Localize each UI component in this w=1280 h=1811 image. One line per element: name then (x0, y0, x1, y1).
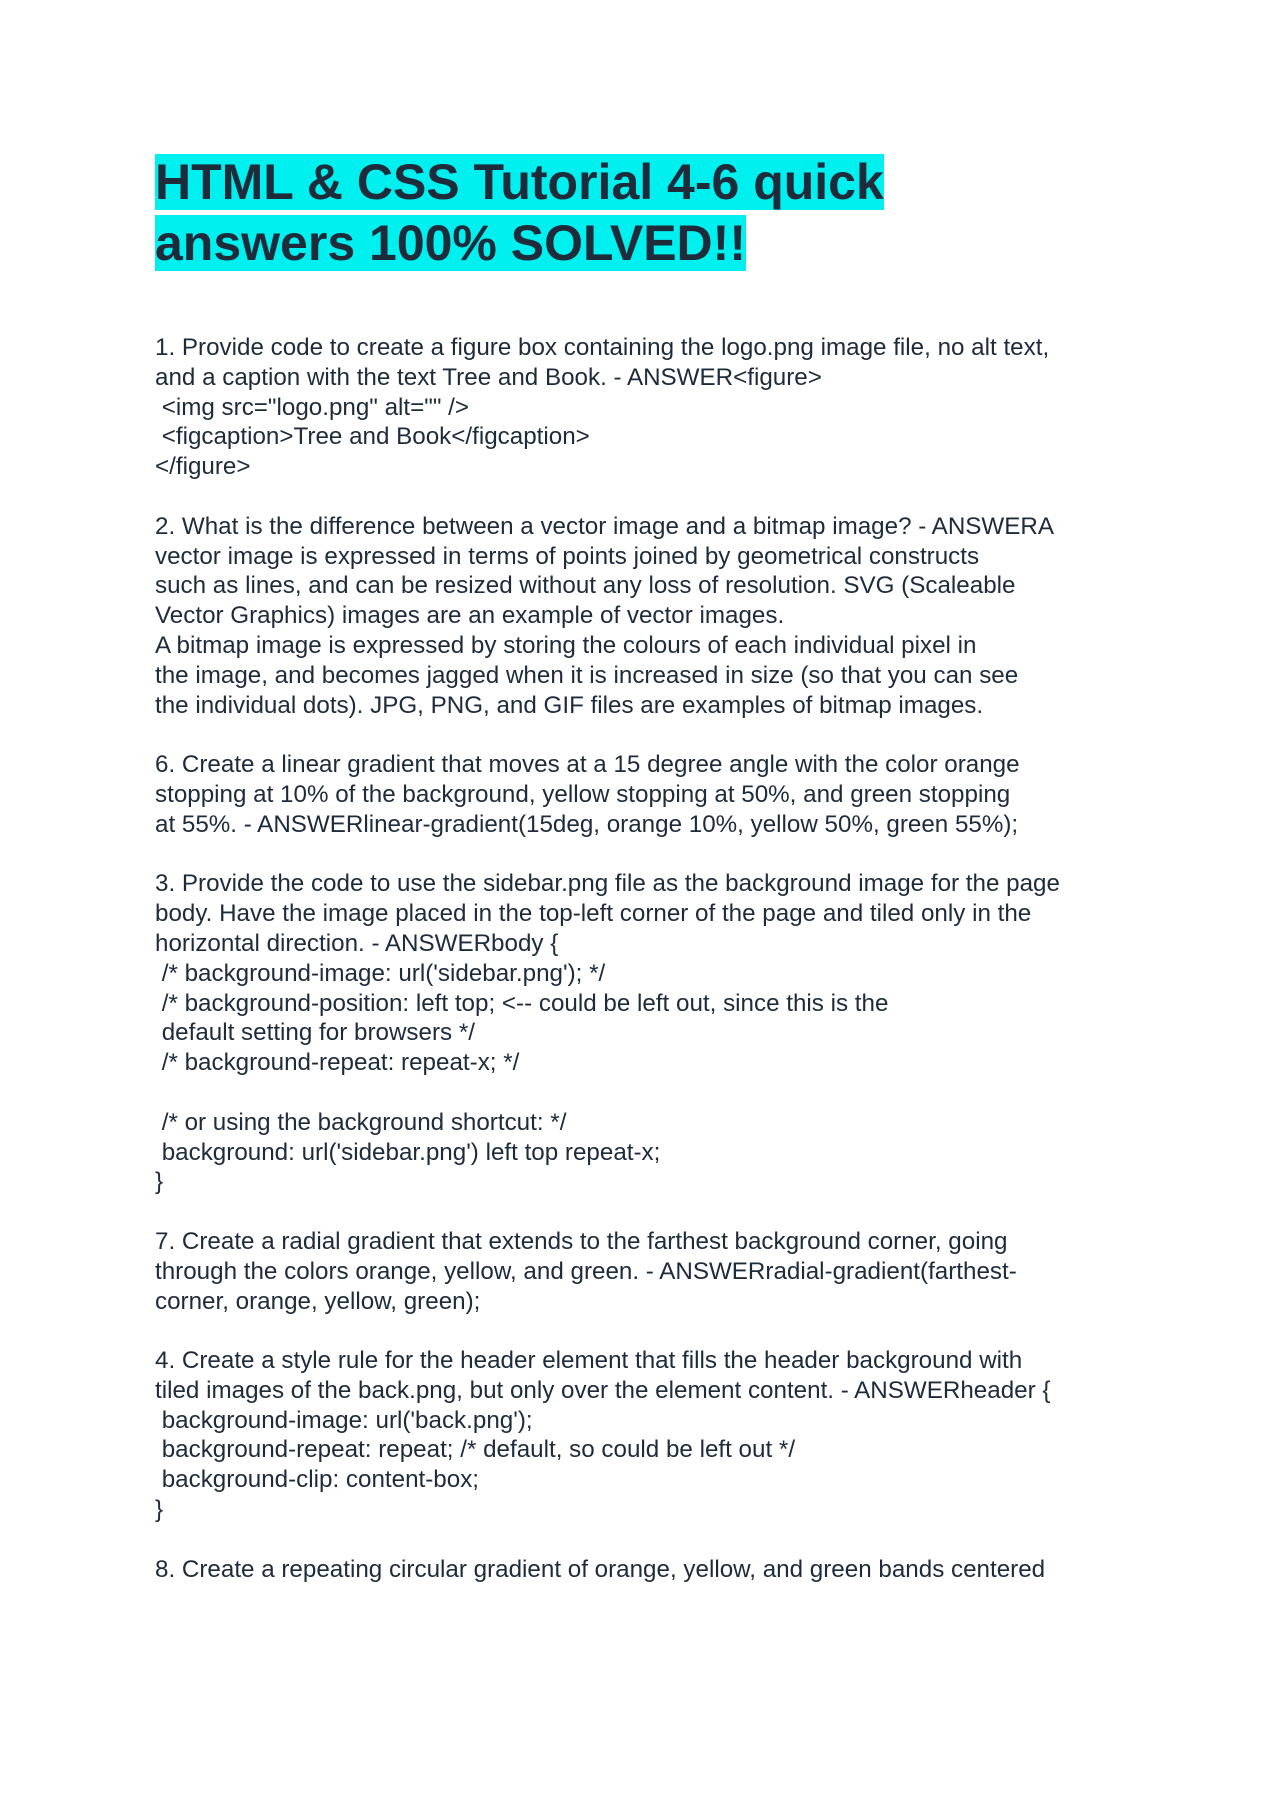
text-line: stopping at 10% of the background, yellow stopping at 50%, and green stopping (155, 780, 1011, 808)
text-line: 1. Provide code to create a figure box containing the logo.png image file, no alt text, (155, 334, 1050, 361)
text-line: the individual dots). JPG, PNG, and GIF files are examples of bitmap images. (155, 691, 984, 719)
text-line: body. Have the image placed in the top-left corner of the page and tiled only in the (155, 900, 1032, 928)
text-line: <img src="logo.png" alt="" /> (155, 393, 470, 421)
text-line: at 55%. - ANSWERlinear-gradient(15deg, orange 10%, yellow 50%, green 55%); (155, 810, 1019, 838)
text-line: tiled images of the back.png, but only over the element content. - ANSWERheader { (155, 1376, 1051, 1404)
blank-line (155, 1197, 1155, 1227)
blank-line (155, 840, 1155, 870)
text-line: 3. Provide the code to use the sidebar.png file as the background image for the page (155, 870, 1060, 898)
text-line: through the colors orange, yellow, and green. - ANSWERradial-gradient(farthest- (155, 1257, 1017, 1285)
blank-line (155, 1525, 1155, 1555)
blank-line (155, 1078, 1155, 1108)
text-line: } (155, 1168, 164, 1196)
text-line: corner, orange, yellow, green); (155, 1287, 481, 1315)
text-line: 6. Create a linear gradient that moves at a 15 degree angle with the color orange (155, 751, 1020, 779)
text-line: 2. What is the difference between a vector image and a bitmap image? - ANSWERA (155, 512, 1054, 540)
text-line: and a caption with the text Tree and Book. - ANSWER<figure> (155, 363, 822, 391)
text-line: the image, and becomes jagged when it is increased in size (so that you can see (155, 661, 1019, 689)
text-line: background: url('sidebar.png') left top repeat-x; (155, 1138, 661, 1166)
text-line: Vector Graphics) images are an example of vector images. (155, 602, 785, 630)
text-line: } (155, 1496, 164, 1524)
text-line: background-clip: content-box; (155, 1466, 480, 1494)
text-line: <figcaption>Tree and Book</figcaption> (155, 423, 590, 451)
text-line: horizontal direction. - ANSWERbody { (155, 929, 559, 957)
text-line: /* or using the background shortcut: */ (155, 1108, 567, 1136)
text-line: /* background-position: left top; <-- could be left out, since this is the (155, 989, 889, 1017)
text-line: 7. Create a radial gradient that extends to the farthest background corner, going (155, 1227, 1008, 1255)
text-line: default setting for browsers */ (155, 1019, 475, 1047)
text-line: such as lines, and can be resized without any loss of resolution. SVG (Scaleable (155, 572, 1016, 600)
blank-line (155, 482, 1155, 512)
text-line: vector image is expressed in terms of points joined by geometrical constructs (155, 542, 980, 570)
title-line-1: HTML & CSS Tutorial 4-6 quick (155, 154, 884, 210)
document-body (155, 333, 1155, 1584)
text-line: </figure> (155, 453, 251, 481)
text-line: 4. Create a style rule for the header element that fills the header background with (155, 1347, 1023, 1375)
text-line: 8. Create a repeating circular gradient of orange, yellow, and green bands centered (155, 1555, 1046, 1583)
text-line: /* background-repeat: repeat-x; */ (155, 1049, 520, 1077)
text-line: background-image: url('back.png'); (155, 1406, 533, 1434)
text-line: A bitmap image is expressed by storing the colours of each individual pixel in (155, 631, 977, 659)
text-line: background-repeat: repeat; /* default, so could be left out */ (155, 1436, 796, 1464)
document-title (155, 152, 1155, 274)
blank-line (155, 720, 1155, 750)
blank-line (155, 1316, 1155, 1346)
title-line-2: answers 100% SOLVED!! (155, 215, 746, 271)
text-line: /* background-image: url('sidebar.png'); */ (155, 959, 606, 987)
